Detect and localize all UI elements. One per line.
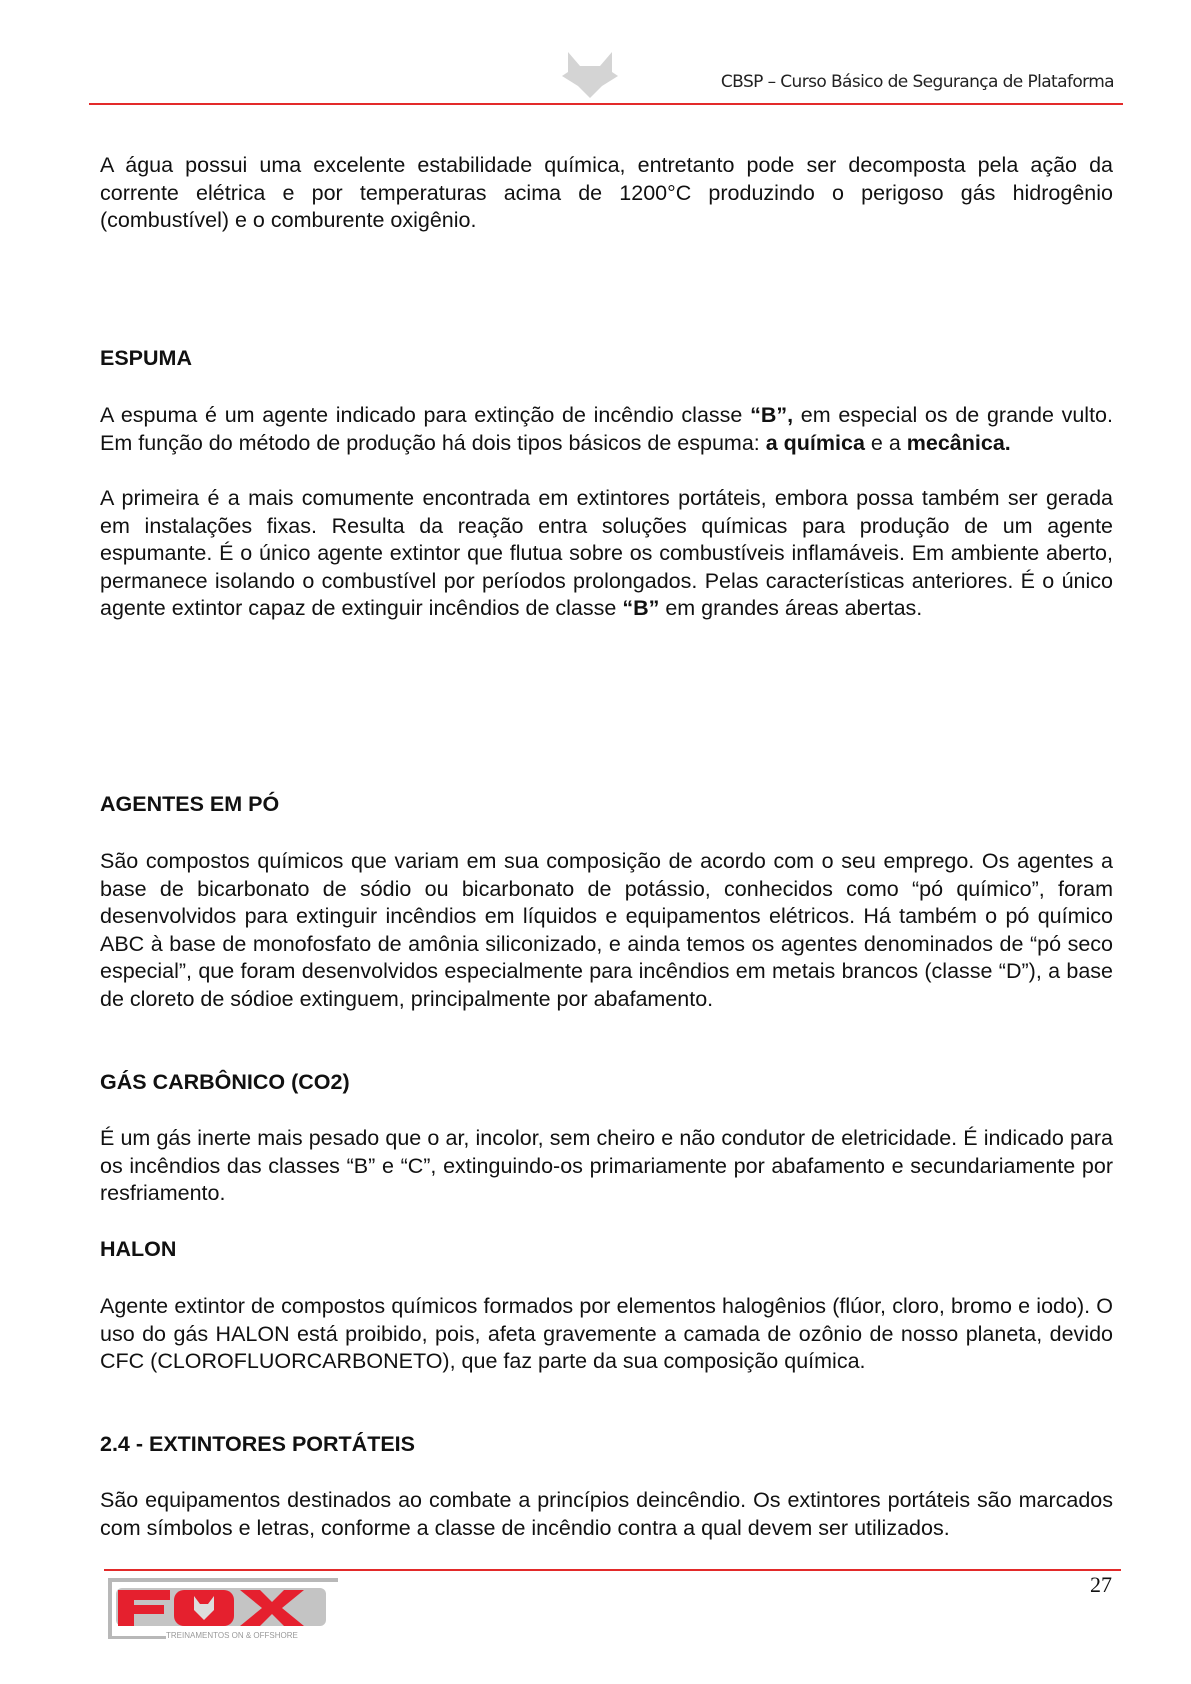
fox-head-icon: [562, 50, 618, 98]
heading-halon: HALON: [100, 1237, 177, 1261]
header-title: CBSP – Curso Básico de Segurança de Plataforma: [720, 72, 1114, 92]
paragraph-espuma-1: A espuma é um agente indicado para extinção de incêndio classe “B”, em especial os de grande vulto. Em função do método de produção há dois tipos básicos de espuma: a química e a mecânica.: [100, 403, 1113, 455]
heading-espuma: ESPUMA: [100, 346, 192, 370]
heading-gas-carbonico: GÁS CARBÔNICO (CO2): [100, 1070, 350, 1094]
paragraph-agentes-em-po: São compostos químicos que variam em sua composição de acordo com o seu emprego. Os agentes a base de bicarbonato de sódio ou bicarbonato de potássio, conhecidos como “pó químico”, foram desenvolvidos para extinguir incêndios em líquidos e equipamentos elétricos. Há também o pó químico ABC à base de monofosfato de amônia siliconizado, e ainda temos os agentes denominados de “pó seco especial”, que foram desenvolvidos especialmente para incêndios em metais brancos (classe “D”), a base de cloreto de sódioe extinguem, principalmente por abafamento.: [100, 849, 1113, 1011]
footer-divider: [104, 1569, 1121, 1571]
paragraph-agua: A água possui uma excelente estabilidade química, entretanto pode ser decomposta pela ação da corrente elétrica e por temperaturas acima de 1200°C produzindo o perigoso gás hidrogênio (combustível) e o comburente oxigênio.: [100, 153, 1113, 233]
paragraph-extintores-portateis: São equipamentos destinados ao combate a princípios deincêndio. Os extintores portáteis são marcados com símbolos e letras, conforme a classe de incêndio contra a qual devem ser utilizados.: [100, 1488, 1113, 1540]
heading-agentes-em-po: AGENTES EM PÓ: [100, 792, 280, 816]
paragraph-gas-carbonico: É um gás inerte mais pesado que o ar, incolor, sem cheiro e não condutor de eletricidade. É indicado para os incêndios das classes “B” e “C”, extinguindo-os primariamente por abafamento e secundariamente por resfriamento.: [100, 1126, 1113, 1206]
header-divider: [89, 103, 1123, 105]
paragraph-espuma-2: A primeira é a mais comumente encontrada em extintores portáteis, embora possa também ser gerada em instalações fixas. Resulta da reação entra soluções químicas para produção de um agente espumante. É o único agente extintor que flutua sobre os combustíveis inflamáveis. Em ambiente aberto, permanece isolando o combustível por períodos prolongados. Pelas características anteriores. É o único agente extintor capaz de extinguir incêndios de classe “B” em grandes áreas abertas.: [100, 486, 1113, 621]
heading-extintores-portateis: 2.4 - EXTINTORES PORTÁTEIS: [100, 1432, 415, 1456]
fox-logo: [106, 1576, 342, 1642]
paragraph-halon: Agente extintor de compostos químicos formados por elementos halogênios (flúor, cloro, bromo e iodo). O uso do gás HALON está proibido, pois, afeta gravemente a camada de ozônio de nosso planeta, devido CFC (CLOROFLUORCARBONETO), que faz parte da sua composição química.: [100, 1294, 1113, 1374]
svg-text:TREINAMENTOS ON & OFFSHORE: TREINAMENTOS ON & OFFSHORE: [166, 1631, 298, 1640]
page-number: 27: [1090, 1572, 1112, 1597]
